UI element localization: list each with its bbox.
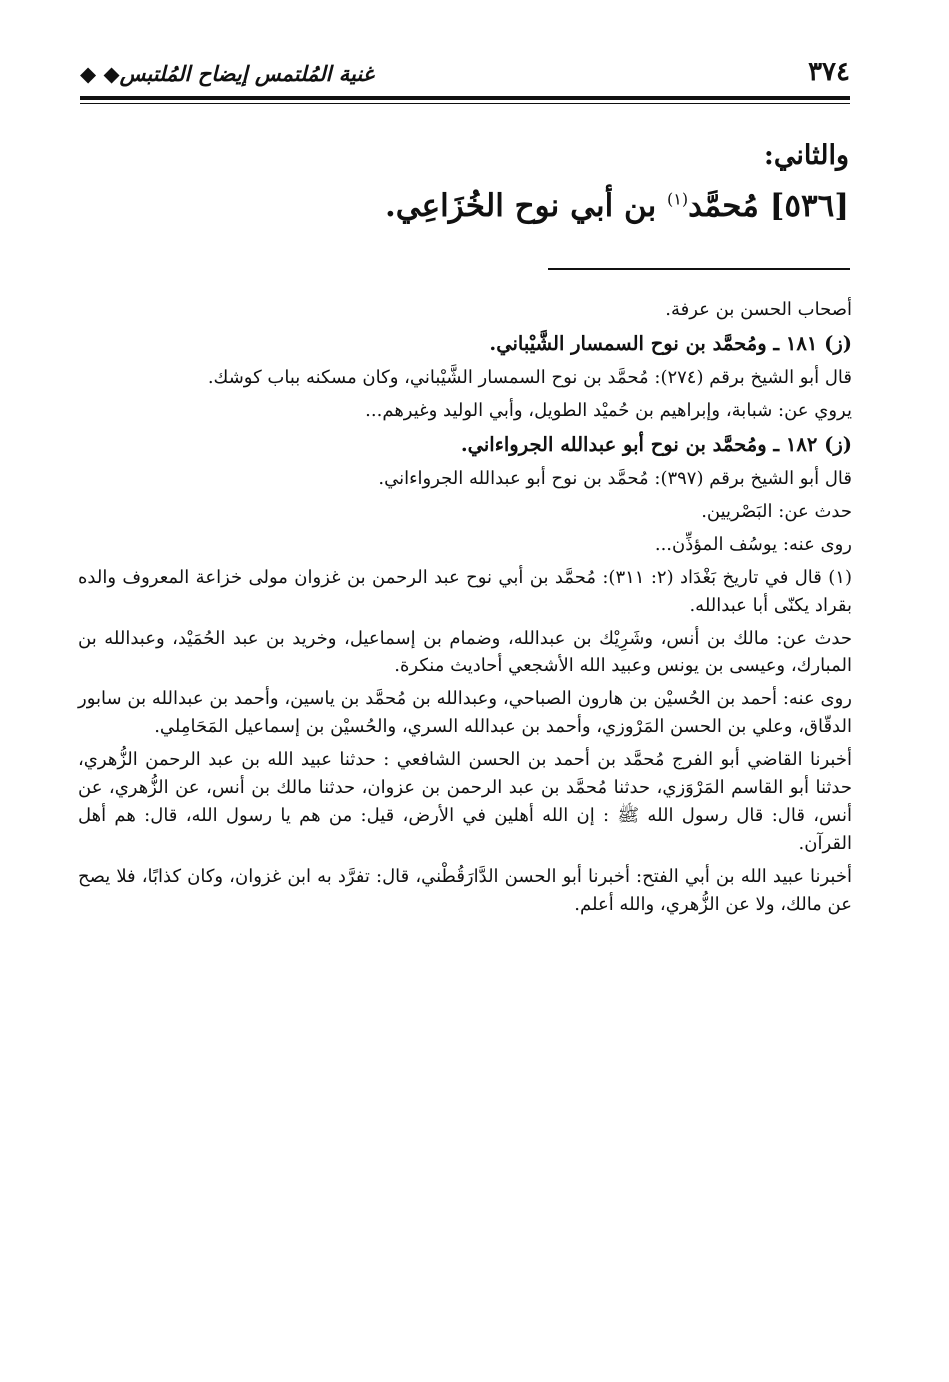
footnote-entry-heading: (ز) ١٨١ ـ ومُحمَّد بن نوح السمسار الشَّيْباني. — [489, 331, 852, 355]
footnote-paragraph: روى عنه: أحمد بن الحُسيْن بن هارون الصباحي، وعبدالله بن مُحمَّد بن ياسين، وأحمد بن عبدالله بن سابور الدقّاق، وعلي بن الحسن المَرْوزي، وأحمد بن عبدالله السري، والحُسيْن بن إسماعيل المَحَامِلي. — [78, 688, 852, 738]
footnote-paragraph: حدث عن: البَصْريين. — [701, 501, 852, 522]
footnote-paragraph: قال أبو الشيخ برقم (٢٧٤): مُحمَّد بن نوح السمسار الشَّيْباني، وكان مسكنه بباب كوشك. — [207, 367, 852, 389]
running-title: غنية المُلتمس إيضاح المُلتبس◆ ◆ — [80, 61, 374, 86]
footnote-paragraph: روى عنه: يوسُف المؤذِّن... — [654, 533, 852, 555]
footnote-paragraph: يروي عن: شبابة، وإبراهيم بن حُميْد الطويل، وأبي الوليد وغيرهم... — [365, 400, 852, 421]
footnote-paragraph: أخبرنا القاضي أبو الفرج مُحمَّد بن أحمد بن الحسن الشافعي : حدثنا عبيد الله بن عبد الرحمن الزُّهري، حدثنا أبو القاسم المَرْوَزي، حدثنا مُحمَّد بن عبد الرحمن بن عزوان، حدثنا مالك بن أنس، عن الزُّهري، عن أنس، قال: قال رسول الله ﷺ : إن الله أهلين في الأرض، قيل: من هم يا رسول الله، قال: هم أهل القرآن. — [78, 749, 852, 854]
header-rule-thin — [80, 103, 850, 104]
footnote-entry-heading: (ز) ١٨٢ ـ ومُحمَّد بن نوح أبو عبدالله الجرواءاني. — [460, 432, 852, 456]
footnote-paragraph: أخبرنا عبيد الله بن أبي الفتح: أخبرنا أبو الحسن الدَّارَقُطْني، قال: تفرَّد به ابن غزوان، وكان كذابًا، فلا يصح عن مالك، ولا عن الزُّهري، والله أعلم. — [78, 865, 852, 915]
footnote-separator — [548, 268, 850, 270]
footnote-paragraph: قال أبو الشيخ برقم (٣٩٧): مُحمَّد بن نوح أبو عبدالله الجرواءاني. — [378, 468, 852, 490]
header-rule-thick — [80, 96, 850, 100]
section-label: والثاني: — [763, 140, 849, 171]
entry-name: مُحمَّد — [688, 188, 759, 224]
page-header — [80, 55, 850, 95]
entry-number: [٥٣٦] — [769, 188, 849, 224]
entry-name-rest: بن أبي نوح الخُزَاعِي. — [384, 188, 657, 224]
footnote-ref: (١) — [667, 189, 689, 209]
footnote-paragraph: حدث عن: مالك بن أنس، وشَرِيْك بن عبدالله، وضمام بن إسماعيل، وخريد بن عبد الحُمَيْد، وعبدالله بن المبارك، وعيسى بن يونس وعبيد الله الأشجعي أحاديث منكرة. — [78, 627, 852, 677]
page-number: ٣٧٤ — [808, 57, 850, 87]
footnote-paragraph: أصحاب الحسن بن عرفة. — [665, 299, 852, 320]
footnote-paragraph: (١) قال في تاريخ بَغْدَاد (٢: ٣١١): مُحمَّد بن أبي نوح عبد الرحمن بن غزوان مولى خزاعة المعروف والده بقراد يكنّى أبا عبدالله. — [78, 566, 852, 616]
footnotes-area — [78, 296, 852, 923]
entry-heading — [89, 188, 849, 224]
